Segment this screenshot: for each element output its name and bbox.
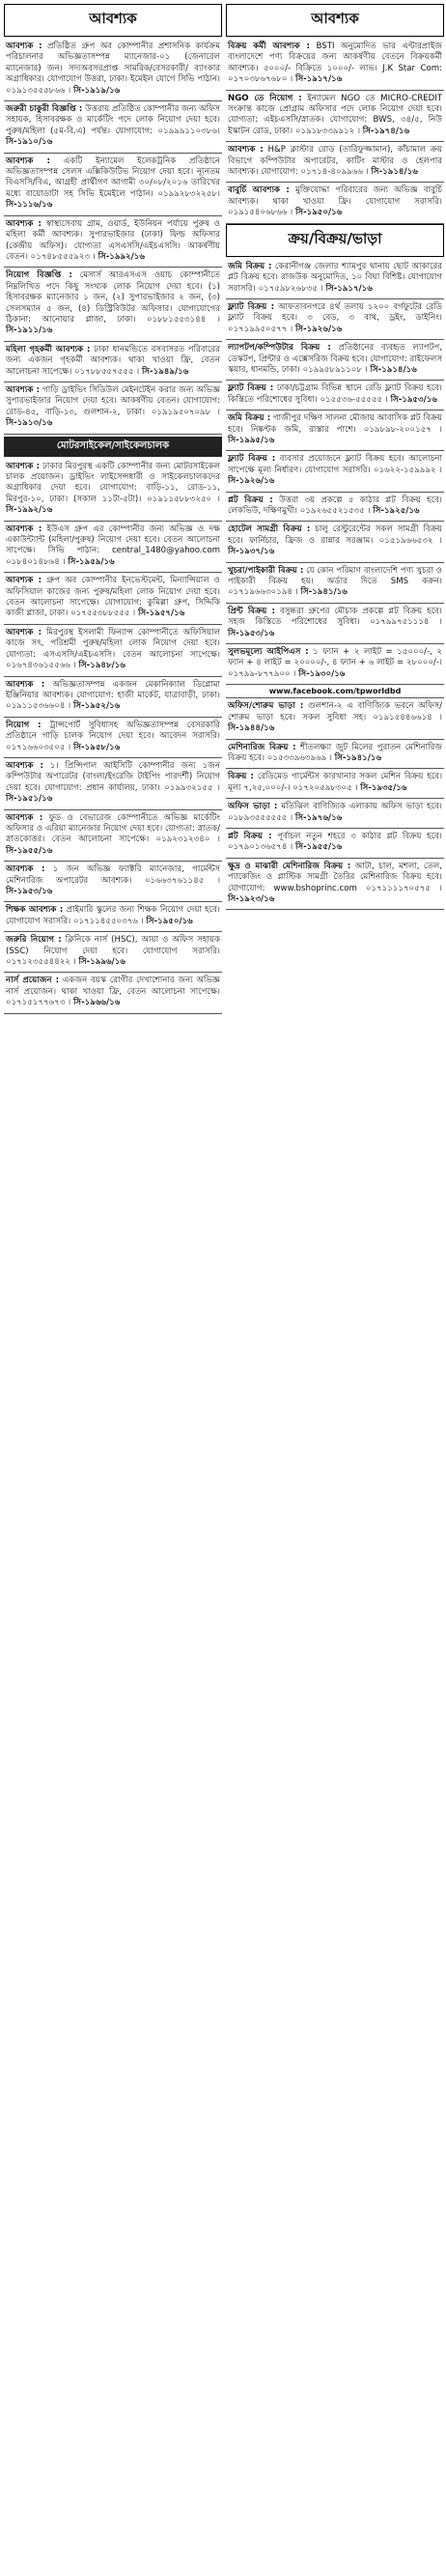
ad-code: সি-১৯৪৮/১৬ bbox=[78, 661, 125, 671]
ad-phone: ০১৯৯৫৮৯১১০৮ । bbox=[302, 364, 368, 375]
ad-code: সি-১৯১৪/১৬ bbox=[370, 364, 417, 375]
ad-code: সি-১৯১৪/১৬ bbox=[371, 167, 418, 178]
classified-ad bbox=[4, 973, 222, 1013]
ad-body: অভিজ্ঞতাসম্পন্ন একজন মেকানিক্যাল ডিপ্লোমা ইঞ্জিনিয়ার আবশ্যক। যোগাযোগ: হাজী মার্কেট, যাত্রাবাড়ী, ঢাকা। bbox=[6, 679, 221, 700]
ad-heading: ফ্ল্যাট বিক্রয় : bbox=[228, 454, 276, 465]
ad-phone: ০১৬৭৪৩৬১৫৫৬৬ । bbox=[6, 661, 76, 671]
ad-phone: ০১৭৪৮৫৫৫৯২৩ । bbox=[30, 251, 96, 262]
classified-ad bbox=[4, 154, 222, 216]
section-header-buy-sell-rent: ক্রয়/বিক্রয়/ভাড়া bbox=[226, 224, 444, 257]
ad-body: আফতাবনগরে ৪র্থ তলায় ১২০০ বর্গফুটের রেডি ফ্ল্যাট বিক্রয় হবে। ৩ বেড, ৩ বাথ, ড্রইং, ডাইনিং। bbox=[228, 301, 443, 324]
ad-phone: ০১৭৫৫৩৮৮৫৫৫ । bbox=[70, 609, 136, 619]
ad-body: ব্যবসার প্রয়োজনে ফ্ল্যাট বিক্রয় হবে। আলোচনা সাপেক্ষে মূল্য নির্ধারণ। যোগাযোগ সরাসরি। bbox=[228, 454, 442, 475]
ad-code: সি-১৯৭৪/১৬ bbox=[362, 126, 410, 136]
ad-body: H&P ক্লাস্টার রোড (তারিফুজ্জামান), কাঁচামাল ক্রয় বিভাগে কম্পিউটার অপারেটর, কাটিং মাস্টার ও হেলপার আবশ্যক। যোগাযোগ: bbox=[228, 145, 443, 178]
ad-phone: ০১৭১৬৬০৩৫০৫ । bbox=[6, 742, 71, 752]
classified-ad bbox=[226, 493, 444, 523]
ad-code: সি-১৯৪১/১৬ bbox=[300, 587, 348, 598]
ad-phone: ০১৯১১৫৩৬৬০৪ । bbox=[6, 701, 71, 712]
classified-ad bbox=[226, 410, 444, 451]
ad-heading: আবশ্যক : bbox=[6, 576, 42, 586]
ad-body: মতিঝিল বাণিজ্যিক এলাকায় অফিস ভাড়া হবে। bbox=[281, 802, 442, 812]
ad-code: সি-১৯৬৬/১৬ bbox=[72, 998, 121, 1008]
ad-heading: নিয়োগ : bbox=[6, 720, 42, 730]
classified-ad bbox=[4, 862, 222, 902]
ad-heading: আবশ্যক : bbox=[6, 218, 42, 229]
classified-ad bbox=[226, 644, 444, 685]
classified-ad bbox=[226, 91, 444, 143]
ad-heading: আবশ্যক : bbox=[6, 627, 42, 637]
ad-body: ট্রান্সপোর্ট সুবিধাসহ অভিজ্ঞতাসম্পন্ন বেসরকারি প্রতিষ্ঠানে গাড়ি চালক নিয়োগ দেয়া হবে। আবেদন সরাসরি। bbox=[6, 720, 220, 742]
ad-heading: মেশিনারিজ বিক্রয় : bbox=[228, 742, 296, 752]
classified-ad bbox=[4, 216, 222, 269]
ad-body: মুক্তিযোদ্ধা পরিবারের জন্য অভিজ্ঞ বাবুর্চি আবশ্যক। থাকা খাওয়া ফ্রি। যোগাযোগ সরাসরি। bbox=[228, 185, 442, 207]
ad-code: সি-১৯৫১/১৬ bbox=[6, 794, 53, 805]
classified-ad bbox=[4, 39, 222, 101]
left-column bbox=[4, 4, 222, 2572]
classified-ad bbox=[226, 340, 444, 381]
ad-phone: ০১৭১১১১৭০৫৭৫ । bbox=[365, 883, 443, 893]
ad-body: মেসার্স আরএসএস ওয়াচ কোম্পানীতে নিম্নলিখিত পদে কিছু সংখ্যক লোক নিয়োগ দেয়া হবে। (১) হিসাবরক্ষক ম্যানেজার ১ জন, (২) সুপারভাইজার ২ জন, (৩) সেলসম্যান ৫ জন, (৪) ডিস্ট্রিবিউটর অফিসার। যোগাযোগের ঠিকানা: আনোয়ার প্লাজা, ঢাকা। bbox=[6, 270, 221, 325]
ad-heading: আবশ্যক : bbox=[6, 42, 42, 51]
classified-ad bbox=[226, 604, 444, 644]
ad-code: সি-১৯৫৩/১৬ bbox=[6, 887, 53, 896]
ad-list bbox=[4, 459, 222, 1014]
ad-list bbox=[4, 39, 222, 435]
right-column bbox=[226, 4, 444, 2572]
ad-phone: ০১৯৯৯১১০৩৮৬। bbox=[157, 126, 220, 136]
ad-phone: ০১৯২৩১২৩৪০ । bbox=[155, 835, 221, 845]
section-header-wanted: আবশ্যক bbox=[226, 4, 444, 37]
ad-phone: ০১৯৯৩২১৫৫ । bbox=[164, 782, 220, 793]
classified-ad bbox=[4, 342, 222, 382]
ad-heading: NGO তে নিয়োগ : bbox=[228, 93, 302, 103]
ad-phone: ০১৭০৩৮৬৭৬৮০ । bbox=[228, 74, 293, 85]
classified-ad bbox=[226, 299, 444, 340]
classified-ad bbox=[226, 183, 444, 223]
classified-ad bbox=[4, 101, 222, 154]
ad-code: সি-১৯৩৫/১৬ bbox=[360, 782, 407, 793]
ad-body: রেডিমেড গার্মেন্টস কারখানার সকল মেশিন বিক্রয় হবে। মূল্য ৭,২৫,০০০/-। bbox=[228, 772, 443, 793]
ad-body: ফুড ও বেভারেজ কোম্পানীতে অভিজ্ঞ মার্কেটিং অফিসার ও এরিয়া ম্যানেজার নিয়োগ দেয়া হবে। যোগ্যতা: স্নাতক/স্নাতকোত্তর। বেতন আলোচনা সাপেক্ষে। bbox=[6, 812, 221, 845]
ad-heading: আবশ্যক : bbox=[6, 156, 50, 166]
classified-ad bbox=[4, 268, 222, 341]
ad-phone: ০১৭১৯৬৬৩০১৯৪ । bbox=[228, 587, 298, 598]
ad-phone: ০১৮৪০১৪৮৬৪ । bbox=[6, 556, 66, 567]
ad-body: পূর্বাচল নতুন শহরে ৩ কাঠার প্লট বিক্রয় হবে। bbox=[277, 831, 442, 841]
ad-code: সি-১৯৯২/১৬ bbox=[6, 505, 53, 516]
ad-body: গাজীপুর দক্ষিণ সালনা মৌজায় আবাসিক প্লট বিক্রয় হবে। নিষ্কণ্টক জমি, রাস্তার পাশে। bbox=[228, 413, 442, 435]
section-band-motorcycle: মোটরসাইকেল/সাইকেলচালক bbox=[4, 437, 222, 457]
ad-code: সি-১৯৫৩/১৬ bbox=[228, 628, 275, 638]
ad-code: সি-১৯৫৭/১৬ bbox=[137, 609, 185, 619]
ad-list bbox=[226, 698, 444, 910]
ad-heading: ফ্ল্যাট বিক্রয় : bbox=[228, 301, 275, 312]
ad-code: সি-১৯৫৫/১৬ bbox=[6, 845, 53, 856]
ad-heading: আবশ্যক : bbox=[6, 384, 41, 395]
ad-code: সি-১৯১৭/১৬ bbox=[294, 74, 343, 85]
ad-code: সি-১৯১০/১৬ bbox=[6, 137, 53, 148]
classified-ad bbox=[226, 799, 444, 829]
ad-url[interactable]: www.facebook.com/tpworldbd bbox=[226, 685, 444, 698]
ad-body: ১ ফ্যান + ২ লাইট = ১৫০০০/-, ২ ফ্যান + ৪ লাইট = ২০০০০/-, ৪ ফ্যান + ৬ লাইট = ২৮০০০/-। bbox=[228, 647, 443, 668]
ad-body: ঢাকা/চট্টগ্রাম বিভিন্ন স্থানে রেডি ফ্ল্যাট বিক্রয় হবে। কিস্তিতে পরিশোধের সুবিধা। bbox=[228, 383, 443, 405]
ad-body: ১। প্রিন্সিপাল আইসিটি কোম্পানীর জন্য ১জন কম্পিউটার অপারেটর (বাংলা/ইংরেজি টাইপিং পারদর্শী) নিয়োগ দেয়া হবে। যোগাযোগ: প্রধান কার্যালয়, ঢাকা। bbox=[6, 760, 220, 793]
ad-phone: ০১৭৯৯-৮৭৭৯০০ । bbox=[228, 668, 296, 679]
classified-ad bbox=[226, 142, 444, 183]
ad-code: সি-১৯২৩/১৬ bbox=[228, 893, 275, 904]
ad-heading: আবশ্যক : bbox=[6, 864, 45, 875]
ad-body: প্রতিষ্ঠানের ব্যবহৃত ল্যাপটপ, ডেস্কটপ, প্রিন্টার ও এক্সেসরিজ বিক্রয় হবে। যোগাযোগ: রাইফেলস স্কয়ার, ধানমন্ডি, ঢাকা। bbox=[228, 343, 443, 375]
ad-phone: ০১৯১৯৫০৭০৯৮ । bbox=[151, 407, 220, 417]
ad-heading: বিক্রয় কর্মী আবশ্যক : bbox=[228, 42, 310, 51]
ad-heading: মহিলা গৃহকর্মী আবশ্যক : bbox=[6, 344, 91, 354]
classified-ad bbox=[226, 381, 444, 410]
classified-ad bbox=[4, 677, 222, 718]
ad-phone: ০১৭২০৫৯৮৩০৫ । bbox=[293, 782, 358, 793]
classified-ad bbox=[4, 522, 222, 574]
ad-heading: ল্যাপটপ/কম্পিউটার বিক্রয় : bbox=[228, 343, 331, 354]
ad-phone: ০১৮৯৩৫৫৫৫৫৫ । bbox=[228, 812, 293, 823]
ad-body: বসুন্ধরা গ্রুপের মৌচাক প্রকল্পে প্লট বিক্রয় হবে। সহজ কিস্তিতে পরিশোধের সুবিধা। bbox=[228, 606, 443, 628]
classified-ad bbox=[4, 932, 222, 973]
ad-heading: জমি বিক্রয় : bbox=[228, 413, 271, 424]
ad-body: উত্তরায় প্রতিষ্ঠিত কোম্পানীর জন্য অফিস সহায়ক, হিসাবরক্ষক ও মার্কেটিং পদে লোক নিয়োগ দেয়া হবে। পুরুষ/মহিলা (৫ম-বি.এ) পর্যন্ত। যোগাযোগ: bbox=[6, 104, 220, 136]
classified-ad bbox=[226, 859, 444, 911]
ad-phone: ০১৭৯০১৩৬৫৭৪ । bbox=[228, 842, 293, 853]
ad-code: সি-১৯৩৭/১৬ bbox=[228, 547, 275, 557]
ad-body: ১ জন অভিজ্ঞ ফ্যাক্টরি ম্যানেজার, গার্মেন্টস মেশিনারিজ অপারেটর আবশ্যক। bbox=[6, 864, 221, 886]
ad-heading: অফিস ভাড়া : bbox=[228, 802, 278, 812]
classified-ad bbox=[226, 769, 444, 799]
ad-phone: ০১৬২২-১৫৯৯৯২ । bbox=[374, 465, 442, 475]
classified-ad bbox=[4, 625, 222, 677]
ad-phone: ০১৫৫৩৬-৫৫৫৫৫ । bbox=[320, 394, 388, 405]
ad-body: উত্তরা ৩য় প্রকল্পে ৫ কাঠার প্লট বিক্রয় হবে। লেকভিউ, দক্ষিণমুখী। bbox=[228, 495, 442, 516]
classified-ad bbox=[4, 718, 222, 758]
classified-ad bbox=[4, 573, 222, 625]
ad-phone: ০১৭১৯৯৫০৫৭৭ । bbox=[228, 324, 293, 334]
ad-heading: আবশ্যক : bbox=[6, 760, 43, 771]
ad-phone: ০১৯১৫৪০৬৮৬৬ । bbox=[228, 208, 293, 218]
ad-phone: ০১৯১৩৫৫৫৮৬৬ । bbox=[6, 85, 71, 96]
ad-code: সি-১৯৯৬/১৬ bbox=[78, 957, 125, 968]
classified-ad bbox=[226, 39, 444, 91]
ad-body: একজন বয়স্ক রোগীর দেখাশোনার জন্য অভিজ্ঞ নার্স প্রয়োজন। থাকা খাওয়া ফ্রি, বেতন আলোচনা সাপেক্ষে। bbox=[6, 976, 220, 997]
ad-code: সি-১৯৫০/১৬ bbox=[146, 916, 193, 926]
ad-heading: জমি বিক্রয় : bbox=[228, 261, 272, 271]
ad-body: গাড়ি ড্রাইভিং সিডিউল মেইনটেইন করার জন্য অভিজ্ঞ সুপারভাইজার নিয়োগ দেয়া হবে। আকর্ষণীয় বেতন। যোগাযোগ: রোড-৪৫, বাড়ি-১৩, গুলশান-২, ঢাকা। bbox=[6, 384, 221, 417]
ad-heading: খুচরা/পাইকারী বিক্রয় : bbox=[228, 565, 304, 576]
ad-heading: হোটেল সামগ্রী বিক্রয় : bbox=[228, 524, 311, 535]
classified-ad bbox=[226, 522, 444, 562]
classified-ad bbox=[226, 563, 444, 604]
ad-body: প্রতিষ্ঠিত গ্রুপ অব কোম্পানীর প্রশাসনিক কার্যক্রম পরিচালনার অভিজ্ঞতাসম্পন্ন ম্যানেজার-০১ (জেনারেল ম্যানেজার) জন। সদ্যঅবসরপ্রাপ্ত সামরিক/বেসরকারী/ ব্যাংকার অগ্রাধিকার। যোগাযোগ উত্তরা, ঢাকা। ইমেইল যোগে সিভি পাঠান। bbox=[6, 42, 220, 85]
ad-phone: ০১৮৮১৫৫৩১৪৪ । bbox=[146, 314, 220, 325]
ad-body: কেরানীগঞ্জ জেলার শ্যামপুর থানায় ছোট আকারের প্লট বিক্রয় হবে। রাজউক অনুমোদিত, ১০ বিঘা বিশিষ্ট। যোগাযোগ সরাসরি। bbox=[228, 261, 442, 294]
ad-body: ঢাকা ধানমন্ডিতে বসবাসরত পরিবারের জন্য একজন গৃহকর্মী আবশ্যক। থাকা খাওয়া ফ্রি, বেতন আলোচনা সাপেক্ষে। bbox=[6, 344, 220, 377]
ad-code: সি-১৯৫৯/১৬ bbox=[68, 556, 115, 567]
section-header-wanted: আবশ্যক bbox=[4, 4, 222, 37]
ad-code: সি-১৯৫৮/১৬ bbox=[72, 742, 121, 752]
ad-heading: ক্ষুদ্র ও মাঝারী মেশিনারিজ বিক্রয় : bbox=[228, 861, 351, 871]
ad-code: সি-১৯৪১/১৬ bbox=[334, 752, 382, 763]
ad-code: সি-১৯১৯/১৬ bbox=[72, 85, 121, 96]
ad-heading: নিয়োগ বিজ্ঞপ্তি : bbox=[6, 270, 72, 281]
ad-heading: প্লট বিক্রয় : bbox=[228, 831, 272, 841]
ad-code: সি-১৯২৫/১৬ bbox=[373, 506, 420, 516]
ad-heading: বিক্রয় : bbox=[228, 772, 254, 782]
ad-heading: আবশ্যক : bbox=[6, 524, 42, 534]
ad-phone: ০১৯১৮৩৩৯৯১২ । bbox=[294, 126, 361, 136]
ad-heading: শিক্ষক আবশ্যক : bbox=[6, 905, 64, 916]
classified-ad bbox=[226, 259, 444, 299]
ad-heading: প্লট বিক্রয় : bbox=[228, 495, 273, 505]
ad-phone: ০১৫১৯৬৬৫৩২ । bbox=[378, 535, 443, 546]
ad-heading: আবশ্যক : bbox=[6, 461, 41, 471]
classified-ad bbox=[4, 382, 222, 435]
ad-body: গুলশান-২ এ বাণিজ্যিক ভবনে অফিস/শোরুম ভাড়া হবে। সকল সুবিধা সহ। bbox=[228, 701, 442, 722]
ad-phone: ০১৫৩৩৯৬৩৯৬৯ । bbox=[266, 752, 332, 763]
ad-body: শীতলক্ষ্যা জুট মিলের পুরাতন মেশিনারিজ বিক্রয় হবে। bbox=[228, 742, 442, 763]
ad-heading: অফিস/শোরুম ভাড়া : bbox=[228, 701, 304, 712]
ad-phone: ০১৯৯২৮৩২২৫৮। bbox=[157, 188, 220, 199]
classified-ad bbox=[226, 740, 444, 770]
classified-ad bbox=[4, 758, 222, 810]
ad-body: ইন্যামেল NGO তে MICRO-CREDIT সংক্রান্ত কাজে প্রোগ্রাম অফিসার পদে লোক নিয়োগ দেয়া হবে। যোগ্যতা: এইচএসসি/স্নাতক। যোগাযোগ: BWS, ৩৪/৫, নিউ ইস্কাটন রোড, ঢাকা। bbox=[228, 93, 442, 136]
ad-phone: ০১৭১২৩৫৫৪৪২২ । bbox=[6, 957, 76, 968]
ad-heading: আবশ্যক : bbox=[6, 812, 43, 823]
ad-heading: আবশ্যক : bbox=[228, 145, 264, 156]
ad-phone: ০১৯১১৫৮৮৩২৫০ । bbox=[147, 494, 220, 504]
ad-body: চালু রেস্টুরেন্টের সকল সামগ্রী বিক্রয় হবে। ফার্নিচার, ফ্রিজ ও রান্নার সরঞ্জাম। bbox=[228, 524, 442, 546]
ad-code: সি-১৯৯২/১৬ bbox=[98, 251, 145, 262]
classified-ad bbox=[4, 902, 222, 932]
ad-heading: বাবুর্চি আবশ্যক : bbox=[228, 185, 290, 196]
ad-body: স্বাস্থ্যসেবায় গ্রাম, ওয়ার্ড, ইউনিয়ন পর্যায়ে পুরুষ ও মহিলা কর্মী আবশ্যক। সুপারভাইজার (ঢাকা) ফিল্ড অফিসার (কেন্দ্রীয় অফিস)। যোগ্যতা এসএসসি/এইচএসসি। আকর্ষণীয় বেতন। bbox=[6, 218, 221, 262]
ad-code: সি-১৯৪৪/১৬ bbox=[228, 723, 275, 734]
ad-body: ইউএস গ্রুপ এর কোম্পানীর জন্য অভিজ্ঞ ও দক্ষ একাউন্ট্যান্ট (মহিলা/পুরুষ) নিয়োগ দেয়া হবে। বেতন আলোচনা সাপেক্ষে। সিভি পাঠান: central_1480@yahoo.com bbox=[6, 524, 220, 556]
ad-heading: নার্স প্রয়োজন : bbox=[6, 976, 60, 986]
ad-code: সি-১৯৫০/১৬ bbox=[294, 208, 343, 218]
ad-code: সি-১৯৫৩/১৬ bbox=[390, 394, 437, 405]
ad-body: ঢাকার মিরপুরস্থ একটি কোম্পানীর জন্য মোটরসাইকেল চালক প্রয়োজন। ড্রাইভিং লাইসেন্সধারী ও সাইকেলচালকদের অগ্রাধিকার দেয়া হবে। যোগাযোগ: বাড়ি-১১, রোড-১১, মিরপুর-১০, ঢাকা। (সকাল ১১টা-৫টা)। bbox=[6, 461, 221, 504]
ad-code: সি-১১১৬/১৬ bbox=[6, 200, 53, 211]
ad-code: সি-১৯৫৫/১৬ bbox=[294, 842, 343, 853]
ad-body: গ্রুপ অব কোম্পানীর ইনভেস্টমেন্ট, মিন্যান্সিয়াল ও অফিসিয়াল কাজের জন্য পুরুষ/মহিলা লোক নিয়োগ দেয়া হবে। বেতন আলোচনা সাপেক্ষে। যোগাযোগ: কুমিল্লা গ্রুপ, সিদ্দিকি কাজী প্লাজা, ঢাকা। bbox=[6, 576, 221, 619]
ad-heading: আবশ্যক : bbox=[6, 679, 45, 690]
ad-body: মিরপুরস্থ ইসলামী ফিন্যান্স কোম্পানীতে অফিসিয়াল কাজে সৎ, পরিশ্রমী পুরুষ/মহিলা লোক নিয়োগ দেয়া হবে। যোগ্যতা: এসএসসি/এইচএসসি। বেতন আলোচনা সাপেক্ষে। bbox=[6, 627, 220, 660]
ad-code: সি-১৯৭৬/১৬ bbox=[294, 812, 343, 823]
ad-phone: ০১৭১৫১৭৭৬৭৩ । bbox=[6, 998, 71, 1008]
ad-body: যে কোন পরিমাণ বাংলাদেশি পণ্য খুচরা ও পাইকারী বিক্রয় হয়। অর্ডার দিতে SMS করুন। bbox=[228, 565, 443, 587]
ad-heading: জরুরি নিয়োগ : bbox=[6, 935, 62, 946]
ad-phone: ০১৭১৪-৪০৯৯৬৬ । bbox=[300, 167, 369, 178]
ad-code: সি-১৯১৭/১৬ bbox=[325, 283, 373, 294]
ad-heading: ফ্ল্যাট বিক্রয় : bbox=[228, 383, 274, 394]
classified-ad bbox=[226, 698, 444, 739]
ad-body: ক্লিনিকে নার্স (HSC), আয়া ও অফিস সহায়ক (SSC) নিয়োগ দেয়া হবে। যোগাযোগ সরাসরি। bbox=[6, 935, 220, 956]
ad-list bbox=[226, 259, 444, 686]
ad-body: প্রাইমারি স্কুলের জন্য শিক্ষক নিয়োগ দেয়া হবে। যোগাযোগ সরাসরি। bbox=[6, 905, 220, 926]
ad-list bbox=[226, 39, 444, 224]
ad-heading: জরুরী চাকুরী বিজ্ঞপ্তি : bbox=[6, 104, 83, 115]
ad-phone: ০১৭৫৯৮২৬৮৩৫ । bbox=[258, 283, 323, 294]
ad-body: BSTI অনুমোদিত ভার এন্টারপ্রাইজ বাংলাদেশে পণ্য বিক্রয়ের জন্য আকর্ষণীয় বেতনে বিক্রয়কর্মী আবশ্যক। ৫০০০/- বিক্রিতে ১০০০/- লাভ। J.K Star Com: bbox=[228, 42, 442, 73]
ad-code: সি-১৯২৬/১৬ bbox=[228, 476, 275, 487]
ad-code: সি-১৯৫২/১৬ bbox=[72, 701, 121, 712]
ad-heading: সুলভমূল্যে আইপিএস : bbox=[228, 647, 309, 658]
ad-code: সি-১৯২৬/১৬ bbox=[294, 324, 343, 334]
ad-phone: ০১৭৯৯৭৫১১১৪ । bbox=[370, 617, 443, 628]
ad-code: সি-১৯৪৯/১৬ bbox=[141, 366, 189, 377]
classified-ad bbox=[4, 810, 222, 863]
ad-code: সি-১৯১১/১৬ bbox=[6, 326, 53, 336]
ad-code: সি-১৯১৩/১৬ bbox=[6, 418, 53, 429]
ad-phone: ০১৭৮৮৫৫৭৫৫৫ । bbox=[74, 366, 140, 377]
ad-phone: ০১৯২৬৫৫২১৫৩৫ । bbox=[299, 506, 371, 516]
ad-phone: ০১৯৮৯৮-২০০১৫৭ । bbox=[363, 424, 442, 435]
ad-code: সি-১৯৯৫/১৬ bbox=[228, 435, 275, 445]
ad-body: আটা, চাল, মশলা, তেল, প্যাকেজিং ও প্লাস্টিক সামগ্রী তৈরির মেশিনারিজ বিক্রয় হবে। যোগাযোগ: www.bshoprinc.com bbox=[228, 861, 442, 893]
ad-phone: ০১৯১৫৪৪৬৬১৪ । bbox=[373, 712, 442, 722]
ad-phone: ০১৭১১৪৫৫০৩৭৬ । bbox=[72, 916, 144, 926]
ad-heading: প্রিন্ট বিক্রয় : bbox=[228, 606, 275, 616]
ad-code: সি-১৯৩০/১৬ bbox=[298, 668, 346, 679]
classified-ad bbox=[4, 459, 222, 522]
classified-ad bbox=[226, 829, 444, 859]
ad-body: একটি ইন্যামেল ইলেকট্রনিক প্রতিষ্ঠানে অভিজ্ঞতাসম্পন্ন সেলস এক্সিকিউটিভ নিয়োগ দেয়া হবে। ন্যূনতম বিএসসি/বিএ, আগ্রহী প্রার্থীগণ আগামী ৩০/০৮/২০১৬ তারিখের মধ্যে বায়োডাটা সহ সিভি ইমেইলে পাঠান। bbox=[6, 156, 220, 199]
classified-ad bbox=[226, 451, 444, 492]
ad-phone: ০১৬৬৩৭৬১১৪৫ । bbox=[144, 875, 221, 886]
